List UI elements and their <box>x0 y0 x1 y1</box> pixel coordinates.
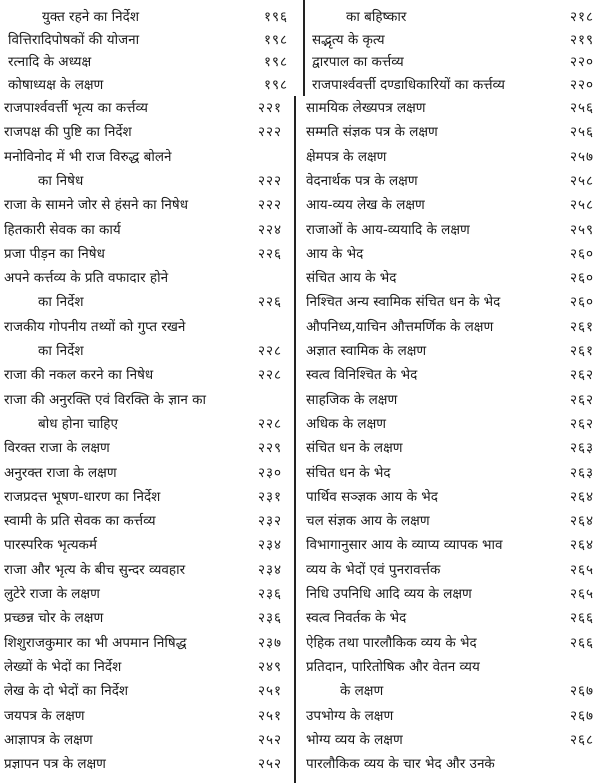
entry-title: हितकारी सेवक का कार्य <box>4 221 121 238</box>
index-entry <box>306 632 594 655</box>
entry-page-number: १९८ <box>263 31 288 48</box>
entry-title: भोग्य व्यय के लक्षण <box>306 731 403 748</box>
index-entry <box>4 656 286 679</box>
entry-title: आय के भेद <box>306 245 364 262</box>
index-entry <box>306 121 594 144</box>
index-entry <box>4 219 286 242</box>
entry-title: अज्ञात स्वामिक के लक्षण <box>306 343 427 359</box>
entry-title: बोध होना चाहिए <box>38 415 118 432</box>
entry-page-number: २६२ <box>569 367 594 384</box>
entry-page-number: २५७ <box>569 148 594 165</box>
index-entry <box>306 243 594 266</box>
index-entry <box>306 340 594 363</box>
entry-page-number: २३६ <box>257 586 282 602</box>
entry-page-number: २६६ <box>569 634 594 651</box>
index-entry <box>4 437 286 460</box>
index-entry <box>4 534 286 557</box>
entry-title: लेख के दो भेदों का निर्देश <box>4 683 129 700</box>
entry-title: विरक्त राजा के लक्षण <box>4 440 110 457</box>
entry-title: शिशुराजकुमार का भी अपमान निषिद्ध <box>4 634 187 651</box>
entry-title: का बहिष्कार <box>346 9 407 25</box>
entry-title: राजकीय गोपनीय तथ्यों को गुप्त रखने <box>4 318 186 335</box>
column-divider-main <box>294 96 296 783</box>
entry-title: द्वारपाल का कर्त्तव्य <box>312 54 404 70</box>
entry-page-number: २३२ <box>257 513 282 530</box>
index-entry <box>4 340 286 363</box>
index-entry <box>312 51 594 74</box>
index-entry <box>4 583 286 606</box>
entry-page-number: २२८ <box>257 367 282 384</box>
entry-page-number: २२० <box>569 54 594 70</box>
entry-page-number: २६० <box>569 245 594 262</box>
entry-page-number: २६१ <box>569 318 594 335</box>
entry-page-number: २६५ <box>569 586 594 602</box>
entry-title: साहजिक के लक्षण <box>306 391 398 408</box>
index-entry <box>306 267 594 290</box>
entry-title: राजपक्ष की पुष्टि का निर्देश <box>4 124 132 141</box>
entry-page-number: २६४ <box>569 537 594 554</box>
entry-title: संचित आय के भेद <box>306 270 397 287</box>
entry-page-number: २२० <box>569 76 594 93</box>
entry-page-number: २२८ <box>257 343 282 359</box>
entry-title: आय-व्यय लेख के लक्षण <box>306 197 425 214</box>
entry-title: पारस्परिक भृत्यकर्म <box>4 537 97 554</box>
index-entry <box>8 51 288 74</box>
entry-title: क्षेमपत्र के लक्षण <box>306 148 387 165</box>
entry-title: प्रज्ञापन पत्र के लक्षण <box>4 756 106 773</box>
entry-title: ऐहिक तथा पारलौकिक व्यय के भेद <box>306 634 477 651</box>
entry-title: व्यय के भेदों एवं पुनरावर्त्तक <box>306 561 441 578</box>
entry-page-number: २३० <box>257 464 282 481</box>
index-entry <box>306 437 594 460</box>
entry-title: रत्नादि के अध्यक्ष <box>8 54 92 70</box>
entry-page-number: २६४ <box>569 513 594 530</box>
entry-title: पार्थिव सञ्ज्ञक आय के भेद <box>306 488 438 505</box>
entry-page-number: २५२ <box>257 731 282 748</box>
entry-page-number: २२२ <box>257 172 282 189</box>
index-entry <box>4 632 286 655</box>
entry-title: स्वामी के प्रति सेवक का कर्त्तव्य <box>4 513 156 530</box>
entry-title: का निर्देश <box>38 343 84 359</box>
entry-page-number: २२१ <box>257 100 282 116</box>
entry-title: अधिक के लक्षण <box>306 415 387 432</box>
index-entry <box>306 364 594 387</box>
entry-page-number: २५६ <box>569 124 594 141</box>
entry-title: का निर्देश <box>38 294 84 311</box>
entry-page-number: २५८ <box>569 172 594 189</box>
index-entry <box>306 486 594 509</box>
index-entry <box>8 74 288 97</box>
entry-page-number: २६२ <box>569 391 594 408</box>
entry-page-number: २६७ <box>569 707 594 724</box>
entry-page-number: २६७ <box>569 683 594 700</box>
entry-title: पारलौकिक व्यय के चार भेद और उनके <box>306 756 495 773</box>
entry-page-number: २२६ <box>257 245 282 262</box>
index-entry <box>4 559 286 582</box>
entry-page-number: २२२ <box>257 124 282 141</box>
entry-title: प्रतिदान, पारितोषिक और वेतन व्यय <box>306 658 480 675</box>
column-divider-top <box>303 0 305 96</box>
entry-title: जयपत्र के लक्षण <box>4 707 85 724</box>
entry-page-number: २३४ <box>257 537 282 554</box>
entry-page-number: २१९ <box>569 31 594 48</box>
entry-title: का निषेध <box>38 172 84 189</box>
entry-title: राजा के सामने जोर से हंसने का निषेध <box>4 197 189 214</box>
entry-title: अनुरक्त राजा के लक्षण <box>4 464 117 481</box>
entry-page-number: २६० <box>569 270 594 287</box>
entry-page-number: २६३ <box>569 440 594 457</box>
entry-title: औपनिध्य,याचिन औत्तमर्णिक के लक्षण <box>306 318 494 335</box>
index-entry <box>306 389 594 412</box>
index-entry <box>306 316 594 339</box>
entry-title: संचित धन के लक्षण <box>306 440 403 457</box>
index-entry <box>312 29 594 52</box>
index-entry <box>4 753 286 776</box>
entry-page-number: २२४ <box>257 221 282 238</box>
entry-page-number: २६८ <box>569 731 594 748</box>
index-entry <box>306 705 594 728</box>
index-entry <box>4 316 286 339</box>
index-entry <box>4 389 286 412</box>
entry-title: लुटेरे राजा के लक्षण <box>4 586 100 602</box>
entry-title: युक्त रहने का निर्देश <box>42 9 140 25</box>
entry-page-number: २५१ <box>257 707 282 724</box>
entry-title: राजपार्श्ववर्त्ती दण्डाधिकारियों का कर्त्तव्य <box>312 76 505 93</box>
entry-page-number: २६२ <box>569 415 594 432</box>
entry-page-number: १९८ <box>263 54 288 70</box>
entry-page-number: २१८ <box>569 9 594 25</box>
entry-title: प्रजा पीड़न का निषेध <box>4 245 105 262</box>
index-entry <box>312 6 594 29</box>
entry-title: लेख्यों के भेदों का निर्देश <box>4 658 122 675</box>
index-entry <box>4 705 286 728</box>
entry-page-number: २६४ <box>569 488 594 505</box>
entry-page-number: २४९ <box>257 658 282 675</box>
index-entry <box>4 607 286 630</box>
index-entry <box>306 607 594 630</box>
entry-title: निश्चित अन्य स्वामिक संचित धन के भेद <box>306 294 501 311</box>
entry-title: राजा की अनुरक्ति एवं विरक्ति के ज्ञान का <box>4 391 206 408</box>
index-entry <box>306 656 594 679</box>
entry-title: स्वत्व विनिश्चित के भेद <box>306 367 418 384</box>
index-entry <box>4 267 286 290</box>
index-entry <box>306 729 594 752</box>
entry-page-number: २२८ <box>257 415 282 432</box>
index-entry <box>4 729 286 752</box>
index-entry <box>306 194 594 217</box>
index-entry <box>4 146 286 169</box>
index-entry <box>306 510 594 533</box>
entry-title: वेदनार्थक पत्र के लक्षण <box>306 172 418 189</box>
entry-title: कोषाध्यक्ष के लक्षण <box>8 76 104 93</box>
index-entry <box>4 121 286 144</box>
entry-page-number: २३७ <box>257 634 282 651</box>
entry-title: राजा और भृत्य के बीच सुन्दर व्यवहार <box>4 561 186 578</box>
index-entry <box>306 291 594 314</box>
entry-page-number: २६३ <box>569 464 594 481</box>
entry-title: अपने कर्त्तव्य के प्रति वफादार होने <box>4 270 169 287</box>
entry-title: उपभोग्य के लक्षण <box>306 707 394 724</box>
index-entry <box>8 29 288 52</box>
entry-title: वित्तिरादिपोषकों की योजना <box>8 31 140 48</box>
index-entry <box>306 97 594 120</box>
index-entry <box>306 170 594 193</box>
entry-page-number: २३४ <box>257 561 282 578</box>
index-entry <box>306 583 594 606</box>
entry-page-number: २६० <box>569 294 594 311</box>
index-entry <box>312 74 594 97</box>
index-entry <box>4 462 286 485</box>
entry-title: राजाओं के आय-व्ययादि के लक्षण <box>306 221 470 238</box>
index-entry <box>4 510 286 533</box>
entry-title: सद्भृत्य के कृत्य <box>312 31 385 48</box>
index-entry <box>4 170 286 193</box>
entry-page-number: २३१ <box>257 488 282 505</box>
index-entry <box>4 680 286 703</box>
entry-page-number: २६५ <box>569 561 594 578</box>
index-entry <box>306 462 594 485</box>
entry-page-number: १९६ <box>263 9 288 25</box>
index-entry <box>4 364 286 387</box>
entry-page-number: २५६ <box>569 100 594 116</box>
index-entry <box>4 97 286 120</box>
index-entry <box>306 753 594 776</box>
entry-title: सामयिक लेख्यपत्र लक्षण <box>306 100 426 116</box>
index-entry <box>4 486 286 509</box>
entry-title: के लक्षण <box>340 683 384 700</box>
index-entry <box>8 6 288 29</box>
entry-title: चल संज्ञक आय के लक्षण <box>306 513 430 530</box>
entry-title: मनोविनोद में भी राज विरुद्ध बोलने <box>4 148 172 165</box>
entry-title: स्वत्व निवर्तक के भेद <box>306 610 407 627</box>
entry-title: निधि उपनिधि आदि व्यय के लक्षण <box>306 586 472 602</box>
entry-page-number: २५१ <box>257 683 282 700</box>
index-entry <box>306 534 594 557</box>
entry-title: संचित धन के भेद <box>306 464 391 481</box>
entry-title: सम्मति संज्ञक पत्र के लक्षण <box>306 124 438 141</box>
entry-title: राजपार्श्ववर्त्ती भृत्य का कर्त्तव्य <box>4 100 148 116</box>
entry-page-number: २२९ <box>257 440 282 457</box>
entry-page-number: २२६ <box>257 294 282 311</box>
entry-title: राजप्रदत्त भूषण-धारण का निर्देश <box>4 488 161 505</box>
entry-page-number: २३६ <box>257 610 282 627</box>
index-entry <box>306 413 594 436</box>
index-entry <box>306 146 594 169</box>
entry-page-number: १९८ <box>263 76 288 93</box>
index-entry <box>4 194 286 217</box>
entry-title: राजा की नकल करने का निषेध <box>4 367 154 384</box>
index-entry <box>306 680 594 703</box>
index-entry <box>306 219 594 242</box>
entry-page-number: २५८ <box>569 197 594 214</box>
index-entry <box>4 243 286 266</box>
entry-title: आज्ञापत्र के लक्षण <box>4 731 93 748</box>
index-entry <box>306 559 594 582</box>
entry-title: प्रच्छन्न चोर के लक्षण <box>4 610 104 627</box>
index-entry <box>4 291 286 314</box>
entry-page-number: २५९ <box>569 221 594 238</box>
index-entry <box>4 413 286 436</box>
entry-page-number: २२२ <box>257 197 282 214</box>
entry-page-number: २६६ <box>569 610 594 627</box>
entry-page-number: २६१ <box>569 343 594 359</box>
entry-title: विभागानुसार आय के व्याप्य व्यापक भाव <box>306 537 503 554</box>
entry-page-number: २५२ <box>257 756 282 773</box>
